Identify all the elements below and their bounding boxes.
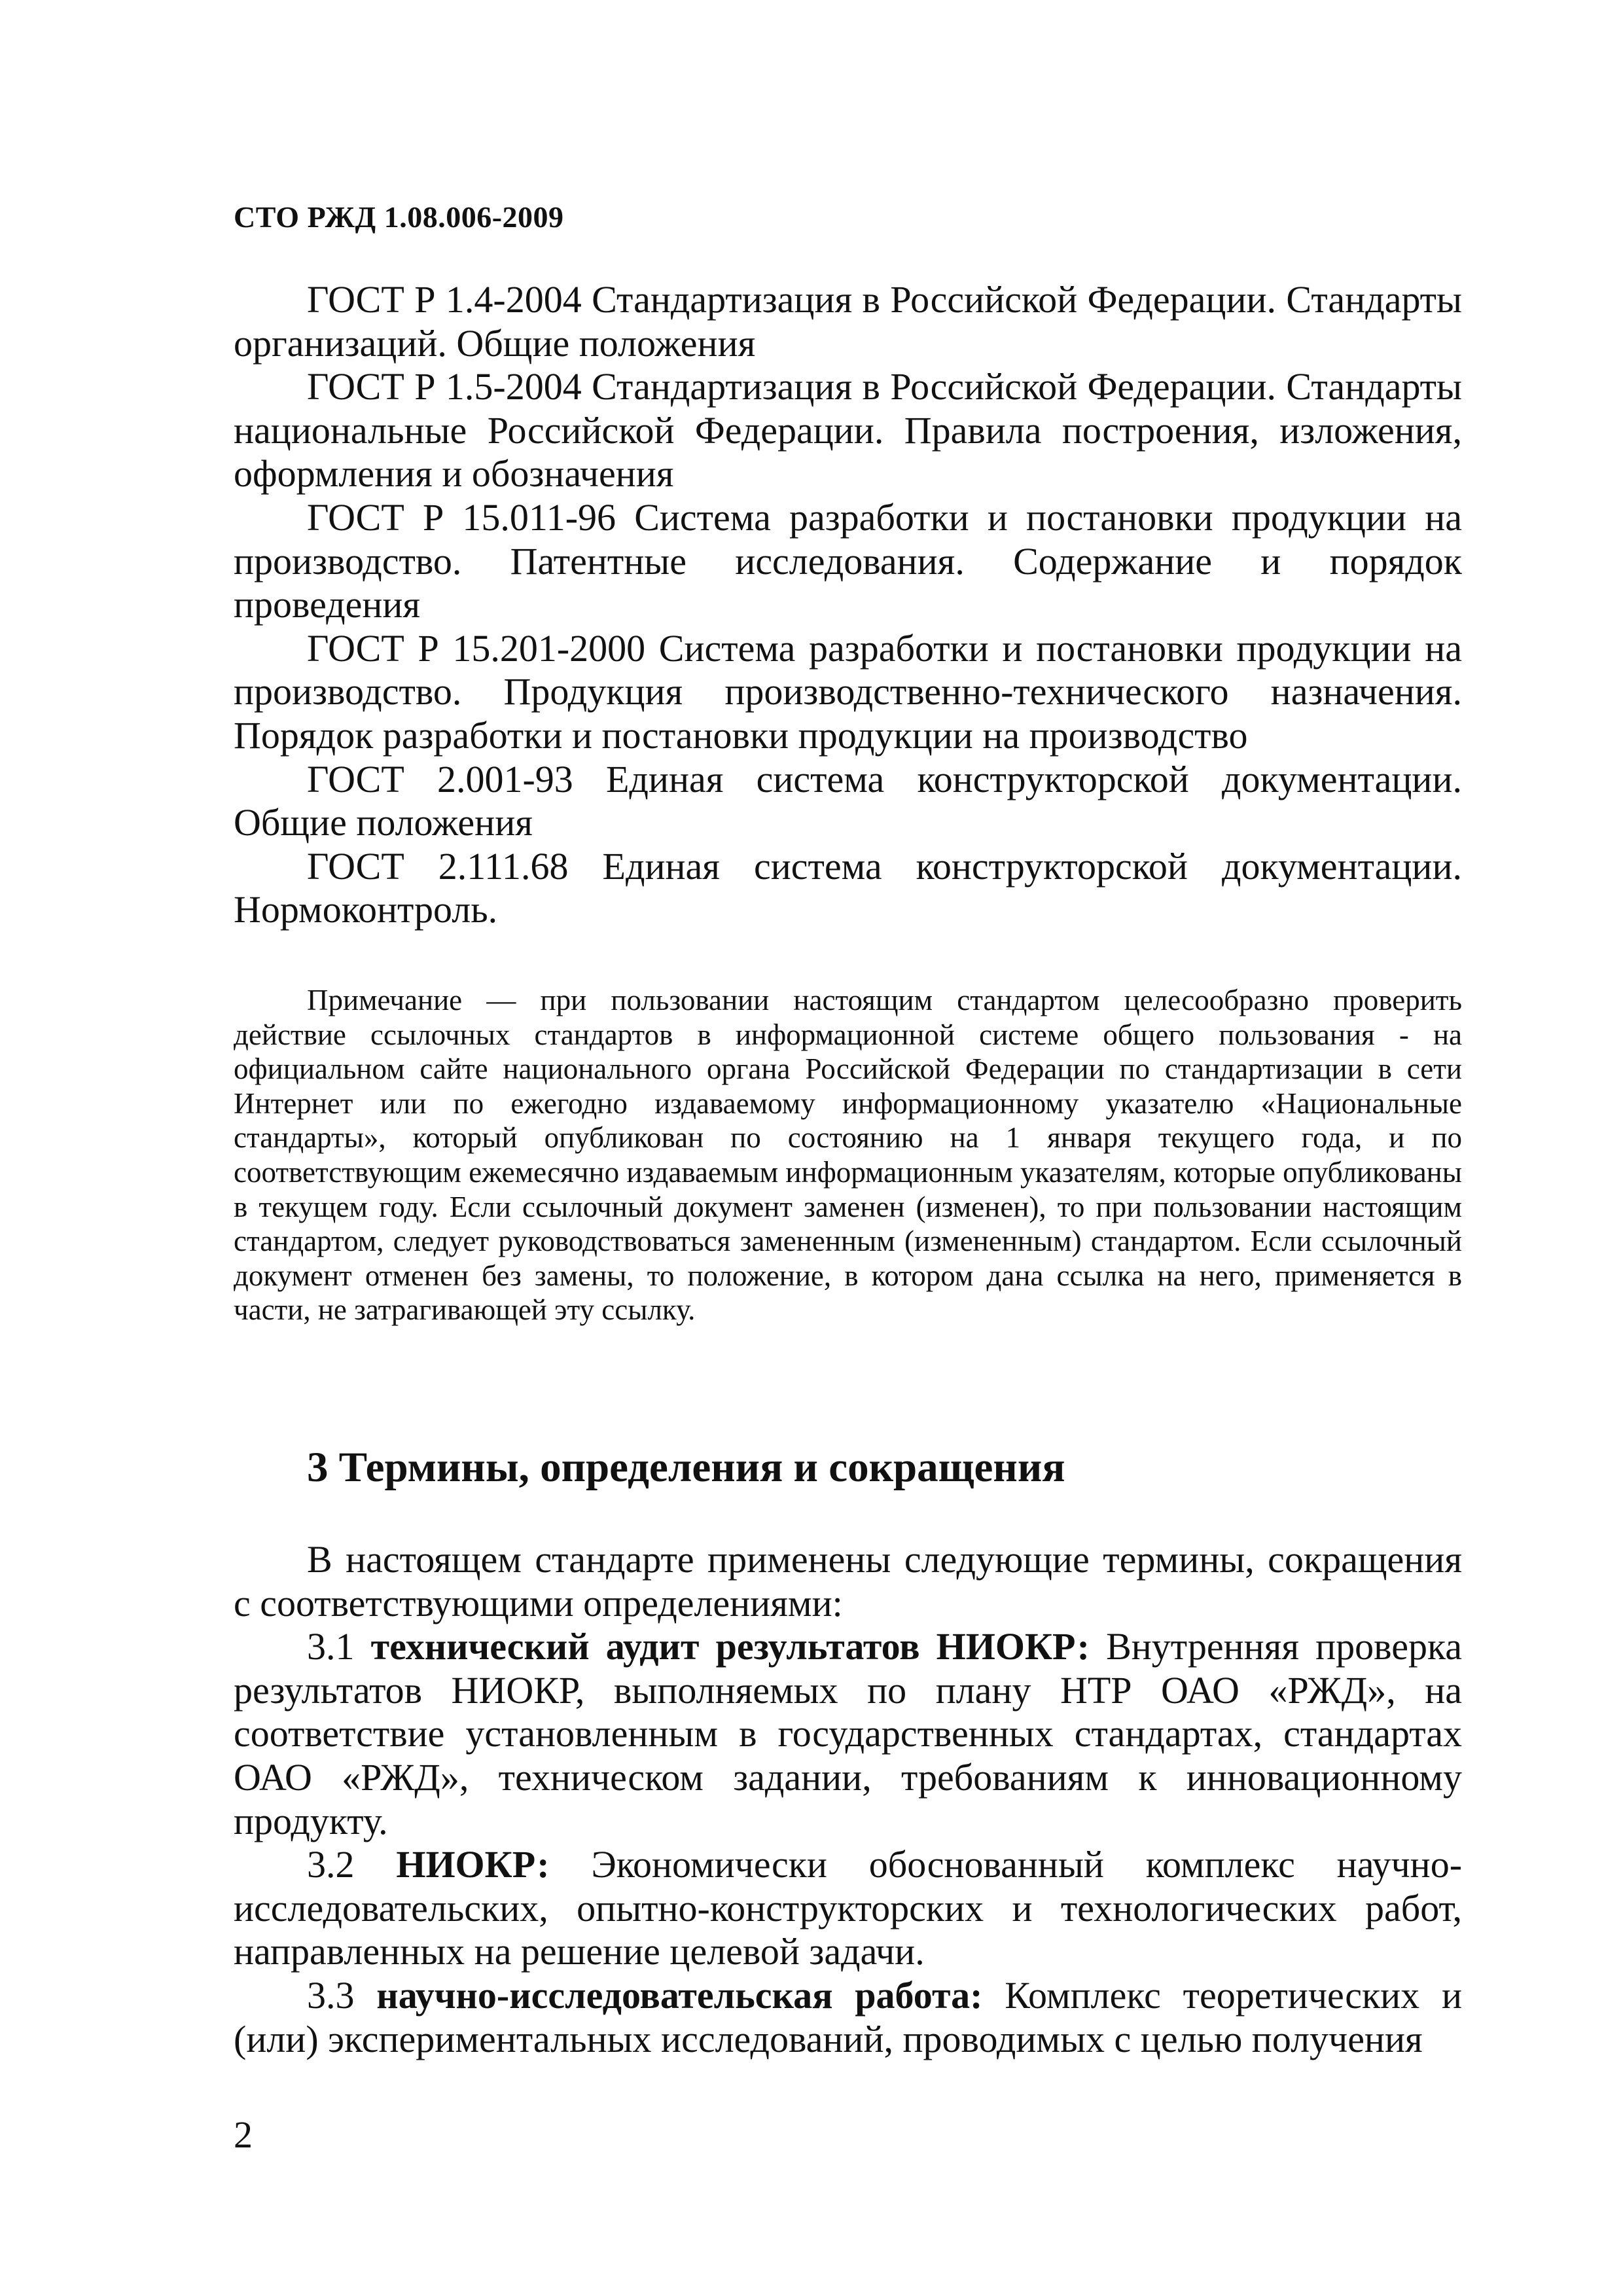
term-label: научно-исследовательская работа: [376,1973,983,2017]
terms-list [234,1538,1462,2061]
section-heading: 3 Термины, определения и сокращения [307,1444,1065,1491]
page-number: 2 [234,2113,253,2156]
reference-item: ГОСТ Р 1.4-2004 Стандартизация в Российской Федерации. Стандарты организаций. Общие положения [234,278,1462,365]
normative-references-list [234,278,1462,932]
terms-intro: В настоящем стандарте применены следующие термины, сокращения с соответствующими определениями: [234,1538,1462,1624]
document-code-header: СТО РЖД 1.08.006-2009 [234,200,564,234]
term-definition: Комплекс теоретических и (или) экспериментальных исследований, проводимых с целью получения [234,1973,1462,2060]
reference-item: ГОСТ Р 1.5-2004 Стандартизация в Российской Федерации. Стандарты национальные Российской Федерации. Правила построения, изложения, оформления и обозначения [234,365,1462,495]
reference-note: Примечание — при пользовании настоящим стандартом целесообразно проверить действие ссылочных стандартов в информационной системе общего пользования - на официальном сайте национального органа Российской Федерации по стандартизации в сети Интернет или по ежегодно издаваемому информационному указателю «Национальные стандарты», который опубликован по состоянию на 1 января текущего года, и по соответствующим ежемесячно издаваемым информационным указателям, которые опубликованы в текущем году. Если ссылочный документ заменен (изменен), то при пользовании настоящим стандартом, следует руководствоваться замененным (измененным) стандартом. Если ссылочный документ отменен без замены, то положение, в котором дана ссылка на него, применяется в части, не затрагивающей эту ссылку. [234,984,1462,1327]
term-definition: Внутренняя проверка результатов НИОКР, выполняемых по плану НТР ОАО «РЖД», на соответствие установленным в государственных стандартах, стандартах ОАО «РЖД», техническом задании, требованиям к инновационному продукту. [234,1625,1463,1842]
term-entry [234,1843,1462,1974]
reference-item: ГОСТ Р 15.011-96 Система разработки и постановки продукции на производство. Патентные исследования. Содержание и порядок проведения [234,495,1462,626]
reference-item: ГОСТ 2.111.68 Единая система конструкторской документации. Нормоконтроль. [234,844,1462,931]
term-number: 3.2 [307,1843,355,1886]
term-definition: Экономически обоснованный комплекс научно-исследовательских, опытно-конструкторских и технологических работ, направленных на решение целевой задачи. [234,1843,1463,1973]
reference-item: ГОСТ 2.001-93 Единая система конструкторской документации. Общие положения [234,757,1462,844]
term-entry [234,1625,1462,1843]
term-label: НИОКР: [396,1843,550,1886]
term-number: 3.1 [307,1625,355,1668]
term-entry [234,1974,1462,2061]
term-number: 3.3 [307,1973,355,2017]
term-label: технический аудит результатов НИОКР: [370,1625,1090,1668]
reference-item: ГОСТ Р 15.201-2000 Система разработки и постановки продукции на производство. Продукция производственно-технического назначения. Порядок разработки и постановки продукции на производство [234,626,1462,757]
